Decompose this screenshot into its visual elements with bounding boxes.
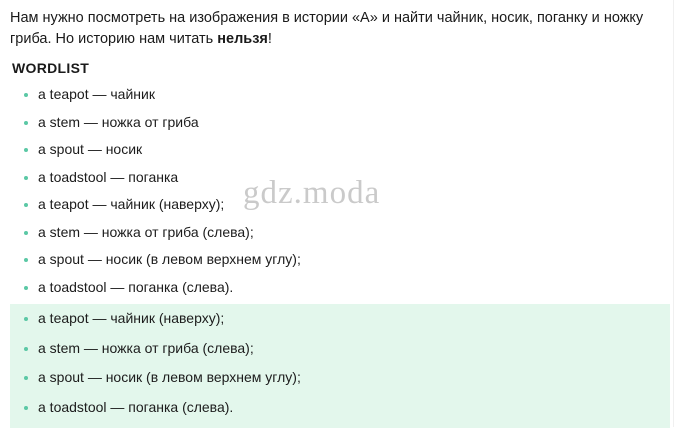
intro-text-before: Нам нужно посмотреть на изображения в истории «A» и найти чайник, носик, поганку и ножку гриба. Но историю нам читать xyxy=(10,10,644,48)
list-item: a spout — носик (в левом верхнем углу); xyxy=(10,369,670,387)
list-item: a stem — ножка от гриба (слева); xyxy=(10,224,670,242)
watermark-text: gdz.moda xyxy=(243,175,381,211)
wordlist-list xyxy=(10,86,670,186)
intro-text-after: ! xyxy=(267,31,272,48)
answers-highlighted-list xyxy=(10,310,670,416)
list-item: a spout — носик (в левом верхнем углу); xyxy=(10,251,670,269)
list-item: a stem — ножка от гриба xyxy=(10,114,670,132)
answers-highlighted-block xyxy=(10,304,670,428)
list-item: a teapot — чайник xyxy=(10,86,670,104)
list-item: a toadstool — поганка (слева). xyxy=(10,279,670,297)
list-item: a spout — носик xyxy=(10,141,670,159)
page-edge-strip xyxy=(673,0,680,427)
list-item: a teapot — чайник (наверху); xyxy=(10,196,670,214)
wordlist-heading: WORDLIST xyxy=(12,60,90,77)
list-item: a teapot — чайник (наверху); xyxy=(10,310,670,328)
intro-bold-word: нельзя xyxy=(217,31,268,48)
answers-plain-list xyxy=(10,196,670,296)
list-item: a toadstool — поганка xyxy=(10,169,670,187)
intro-paragraph xyxy=(10,8,670,50)
list-item: a stem — ножка от гриба (слева); xyxy=(10,340,670,358)
list-item: a toadstool — поганка (слева). xyxy=(10,399,670,417)
